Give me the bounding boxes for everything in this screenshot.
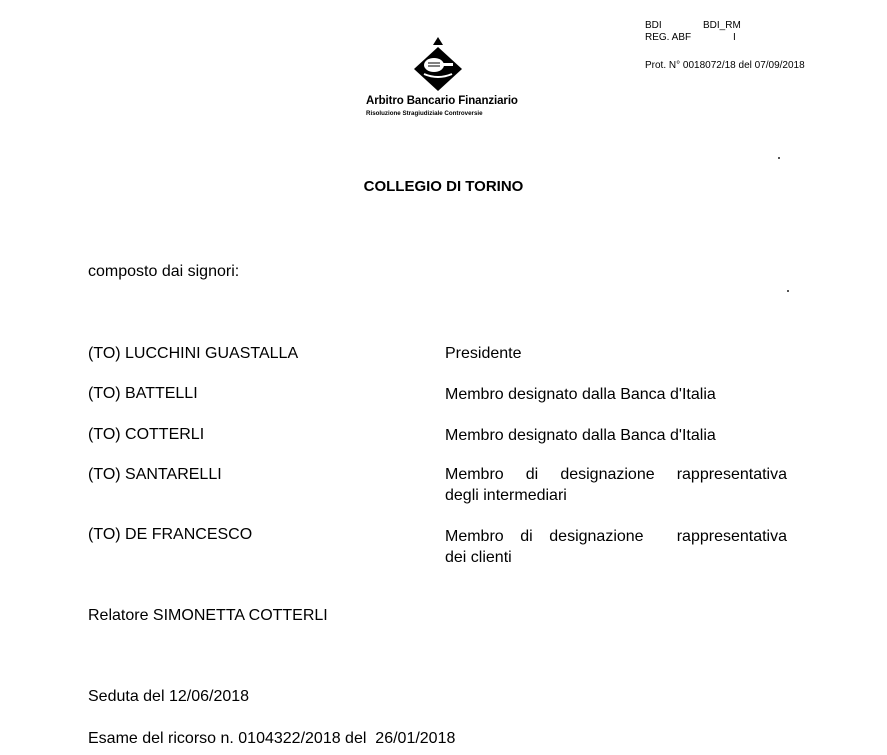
header-reg-abf-label: REG. ABF [645, 32, 692, 43]
member-role-line: dei clienti [445, 549, 512, 566]
page-title: COLLEGIO DI TORINO [363, 178, 524, 195]
esame-ricorso-line: Esame del ricorso n. 0104322/2018 del 26/01/2018 [88, 730, 456, 747]
protocol-number: Prot. N° 0018072/18 del 07/09/2018 [645, 60, 805, 71]
member-role-line: Membro di designazione rappresentativa [445, 466, 787, 483]
header-bdi-label: BDI [645, 20, 662, 31]
member-name: (TO) BATTELLI [88, 385, 198, 402]
member-role-line: Membro designato dalla Banca d'Italia [445, 386, 716, 403]
member-role [445, 425, 787, 446]
member-name: (TO) SANTARELLI [88, 466, 222, 483]
member-role-line: Membro di designazione rappresentativa [445, 528, 787, 545]
header-reg-abf-value: I [733, 32, 736, 43]
member-role [445, 343, 787, 364]
relatore-line: Relatore SIMONETTA COTTERLI [88, 607, 328, 624]
scan-speck [778, 157, 780, 159]
member-role [445, 384, 787, 405]
member-name: (TO) LUCCHINI GUASTALLA [88, 345, 299, 362]
member-role [445, 526, 787, 568]
header-bdi-value: BDI_RM [703, 20, 741, 31]
seduta-date: Seduta del 12/06/2018 [88, 688, 250, 705]
composed-label: composto dai signori: [88, 263, 240, 280]
member-role-line: degli intermediari [445, 487, 567, 504]
scales-gavel-emblem-icon [410, 36, 466, 92]
member-name: (TO) COTTERLI [88, 426, 205, 443]
member-role-line: Membro designato dalla Banca d'Italia [445, 427, 716, 444]
logo-title: Arbitro Bancario Finanziario [366, 95, 518, 107]
member-name: (TO) DE FRANCESCO [88, 526, 253, 543]
logo-subtitle: Risoluzione Stragiudiziale Controversie [366, 110, 483, 117]
member-role [445, 464, 787, 506]
scan-speck [787, 290, 789, 292]
member-role-line: Presidente [445, 345, 522, 362]
